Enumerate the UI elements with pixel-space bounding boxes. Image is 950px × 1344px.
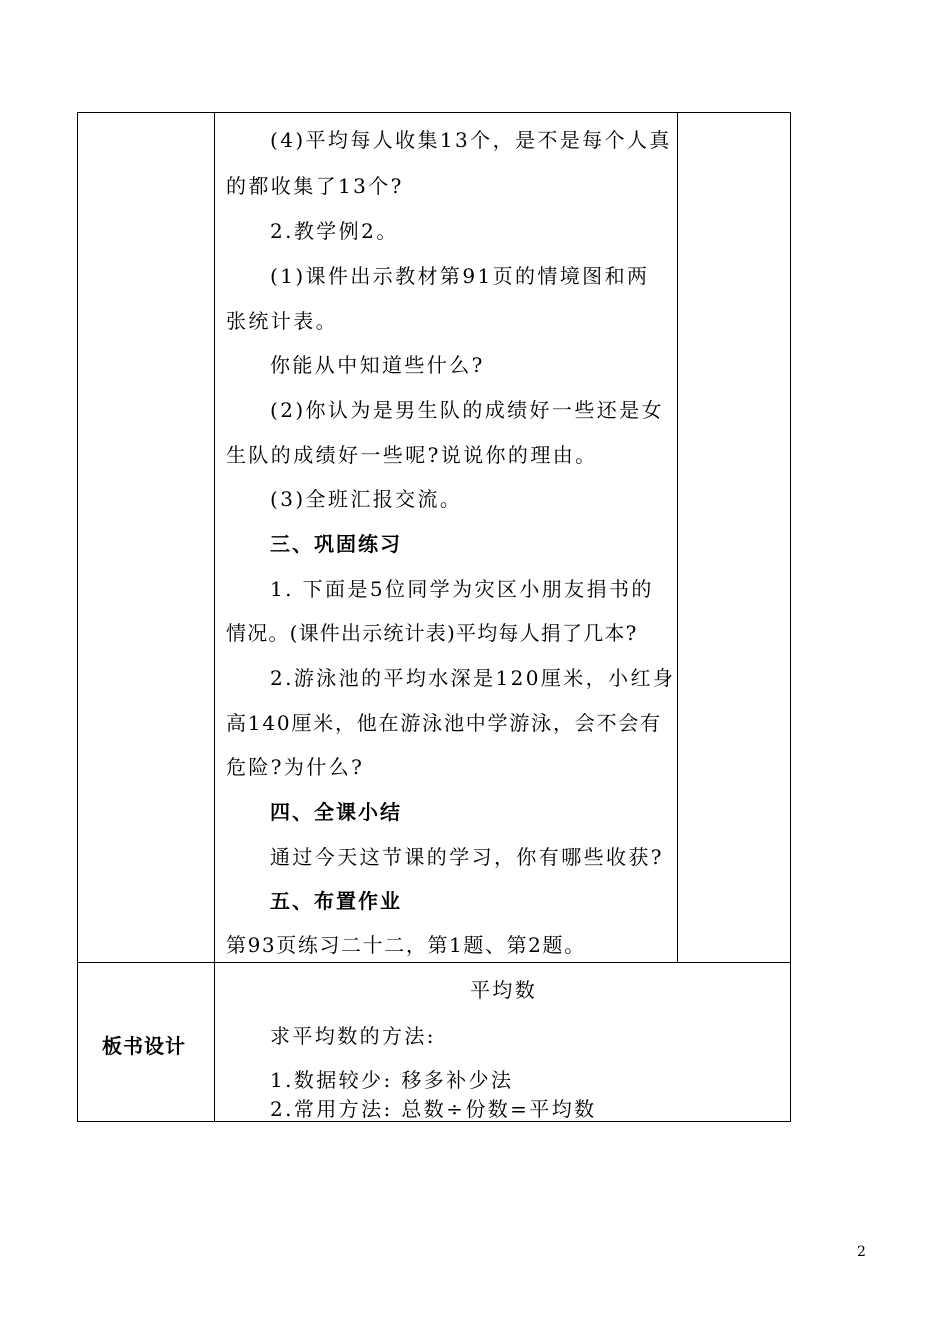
homework-line: 第93页练习二十二，第1题、第2题。 [226, 933, 586, 957]
table-col-divider-1 [214, 112, 215, 1122]
lesson-line: (4)平均每人收集13个，是不是每个人真 [270, 128, 672, 152]
exercise-line: 高140厘米，他在游泳池中学游泳，会不会有 [226, 711, 662, 735]
lesson-line: 张统计表。 [226, 309, 338, 333]
lesson-line: 的都收集了13个? [226, 174, 404, 198]
exercise-line: 1. 下面是5位同学为灾区小朋友捐书的 [270, 577, 654, 601]
exercise-line: 危险?为什么? [226, 755, 365, 779]
board-title: 平均数 [470, 978, 538, 1002]
summary-line: 通过今天这节课的学习，你有哪些收获? [270, 845, 664, 869]
exercise-line: 2.游泳池的平均水深是120厘米，小红身 [270, 666, 676, 690]
lesson-line: (3)全班汇报交流。 [270, 487, 463, 511]
table-bottom-border [77, 1121, 791, 1122]
table-col-divider-2 [677, 112, 678, 963]
section-heading-consolidate: 三、巩固练习 [270, 532, 402, 556]
board-method-item: 1.数据较少: 移多补少法 [270, 1068, 514, 1092]
board-design-label: 板书设计 [102, 1034, 186, 1058]
lesson-line: (2)你认为是男生队的成绩好一些还是女 [270, 398, 664, 422]
table-top-border [77, 112, 791, 113]
page-number: 2 [857, 1244, 866, 1260]
exercise-line: 情况。(课件出示统计表)平均每人捐了几本? [226, 621, 638, 645]
table-row-divider [77, 962, 791, 963]
section-heading-summary: 四、全课小结 [270, 800, 402, 824]
lesson-line: 你能从中知道些什么? [270, 353, 485, 377]
lesson-line: 2.教学例2。 [270, 219, 399, 243]
lesson-line: (1)课件出示教材第91页的情境图和两 [270, 264, 650, 288]
board-method-heading: 求平均数的方法: [270, 1024, 436, 1048]
lesson-line: 生队的成绩好一些呢?说说你的理由。 [226, 443, 598, 467]
table-right-border [790, 112, 791, 1122]
table-left-border [77, 112, 78, 1122]
section-heading-homework: 五、布置作业 [270, 889, 402, 913]
board-method-item: 2.常用方法: 总数÷份数=平均数 [270, 1097, 597, 1121]
